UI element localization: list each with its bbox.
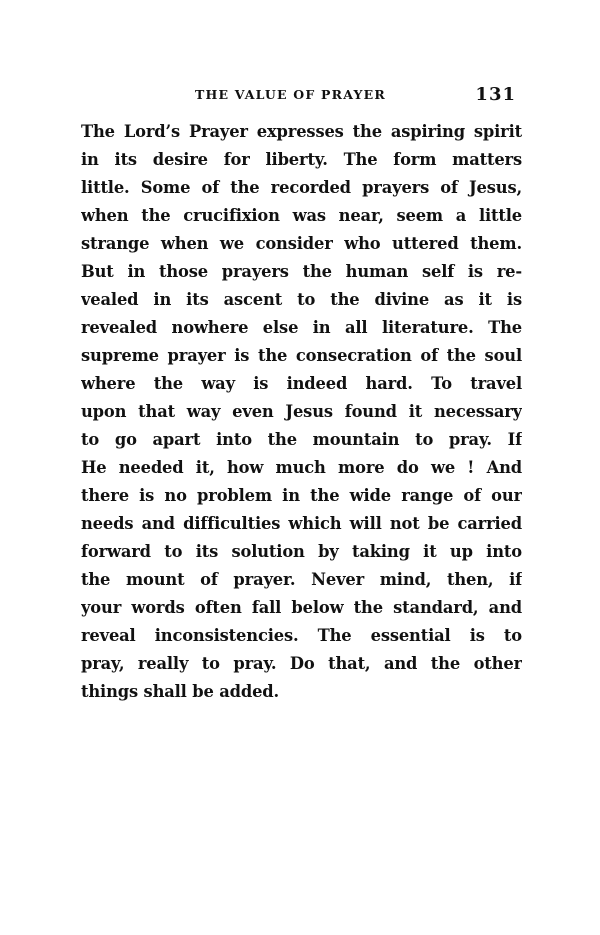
running-title: THE VALUE OF PRAYER: [195, 87, 386, 102]
text-line: there is no problem in the wide range of our: [81, 486, 522, 505]
text-line: The Lord’s Prayer expresses the aspiring spirit: [81, 122, 522, 141]
page-number: 131: [475, 84, 516, 105]
text-line: little. Some of the recorded prayers of Jesus,: [81, 178, 522, 197]
text-line: upon that way even Jesus found it necessary: [81, 402, 522, 421]
text-line: things shall be added.: [81, 682, 280, 701]
text-line: strange when we consider who uttered them.: [81, 234, 522, 253]
text-line: But in those prayers the human self is re-: [81, 262, 522, 281]
text-line: forward to its solution by taking it up into: [81, 542, 522, 561]
text-line: pray, really to pray. Do that, and the other: [81, 654, 522, 673]
text-line: your words often fall below the standard, and: [81, 598, 522, 617]
text-line: to go apart into the mountain to pray. If: [81, 430, 522, 449]
text-line: revealed nowhere else in all literature. The: [81, 318, 522, 337]
running-head: [195, 84, 520, 108]
body-paragraph: [81, 118, 522, 706]
text-line: vealed in its ascent to the divine as it is: [81, 290, 522, 309]
text-line: He needed it, how much more do we ! And: [81, 458, 522, 477]
text-line: needs and difficulties which will not be carried: [81, 514, 522, 533]
text-line: reveal inconsistencies. The essential is to: [81, 626, 522, 645]
text-line: in its desire for liberty. The form matters: [81, 150, 522, 169]
text-line: when the crucifixion was near, seem a little: [81, 206, 522, 225]
text-line: where the way is indeed hard. To travel: [81, 374, 522, 393]
text-line: the mount of prayer. Never mind, then, if: [81, 570, 522, 589]
text-line: supreme prayer is the consecration of the soul: [81, 346, 522, 365]
